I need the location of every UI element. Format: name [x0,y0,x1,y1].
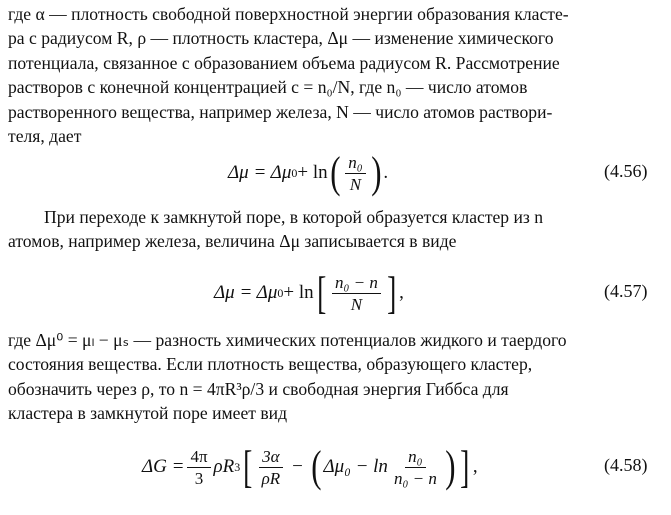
eq-operator: + ln [283,282,314,303]
fraction-denominator: n₀ − n [393,468,437,488]
eq-lhs: ΔG = [142,456,185,477]
fraction-denominator: N [349,174,362,194]
text-line: растворенного вещества, например железа, N — число атомов раствори- [8,101,553,122]
text-line: обозначить через ρ, то n = 4πR³ρ/3 и свободная энергия Гиббса для [8,378,509,399]
text-line: При переходе к замкнутой поре, в которой образуется кластер из n [44,207,544,227]
fraction-numerator: n₀ [405,446,425,468]
fraction [332,272,381,315]
text-line: растворов с конечной концентрацией c = n₀/N, где n₀ — число атомов [8,77,528,98]
left-paren: ( [329,148,341,197]
eq-superscript: 0 [291,165,298,180]
fraction-numerator: n₀ [345,152,365,174]
equation-4-58 [0,438,671,496]
fraction-numerator: 4π [187,446,210,468]
equation-number: (4.57) [604,281,648,301]
left-paren: ( [311,442,322,491]
equation-number: (4.56) [604,161,648,181]
equation-body [228,148,388,198]
right-paren: ) [445,442,456,491]
left-bracket: [ [243,441,253,492]
right-bracket: ] [386,267,397,318]
text-line: состояния вещества. Если плотность вещества, образующего кластер, [8,354,533,375]
fraction-numerator: 3α [259,446,282,468]
equation-number: (4.58) [604,455,648,475]
right-paren: ) [370,148,382,197]
right-bracket: ] [460,441,470,492]
equation-4-57 [0,266,671,320]
text-line: где α — плотность свободной поверхностной энергии образования класте- [8,4,569,24]
eq-tail: , [399,282,404,303]
eq-superscript: 3 [234,459,241,474]
eq-term: ρR [213,456,235,477]
eq-tail: , [472,456,478,477]
left-bracket: [ [316,267,326,318]
text-line: где Δμ⁰ = μₗ − μₛ — разность химических потенциалов жидкого и таердого [8,330,567,350]
fraction-denominator: N [350,294,363,314]
eq-term: Δμ₀ − ln [323,456,388,477]
paragraph-closed-pore [8,205,664,254]
eq-lhs: Δμ = Δμ [214,282,278,303]
fraction [259,446,284,489]
eq-tail: . [383,162,389,183]
text-line: атомов, например железа, величина Δμ записывается в виде [8,231,457,252]
eq-operator: + ln [297,162,328,183]
fraction-denominator: 3 [194,468,204,488]
equation-4-56 [0,148,671,198]
equation-body [214,266,404,320]
text-line: потенциала, связанное с образованием объема радиусом R. Рассмотрение [8,52,560,73]
fraction [391,446,440,489]
fraction-denominator: ρR [261,468,281,488]
equation-body [142,438,478,496]
text-line: ра с радиусом R, ρ — плотность кластера, Δμ — изменение химического [8,28,554,49]
text-line: теля, дает [8,126,82,147]
fraction [187,446,210,489]
fraction [345,152,365,195]
paragraph-definitions [8,2,664,148]
eq-lhs: Δμ = Δμ [228,162,292,183]
text-line: кластера в замкнутой поре имеет вид [8,403,288,424]
eq-superscript: 0 [277,285,284,300]
eq-operator: − [292,456,303,477]
fraction-numerator: n₀ − n [332,272,381,294]
paragraph-gibbs-energy [8,328,664,426]
